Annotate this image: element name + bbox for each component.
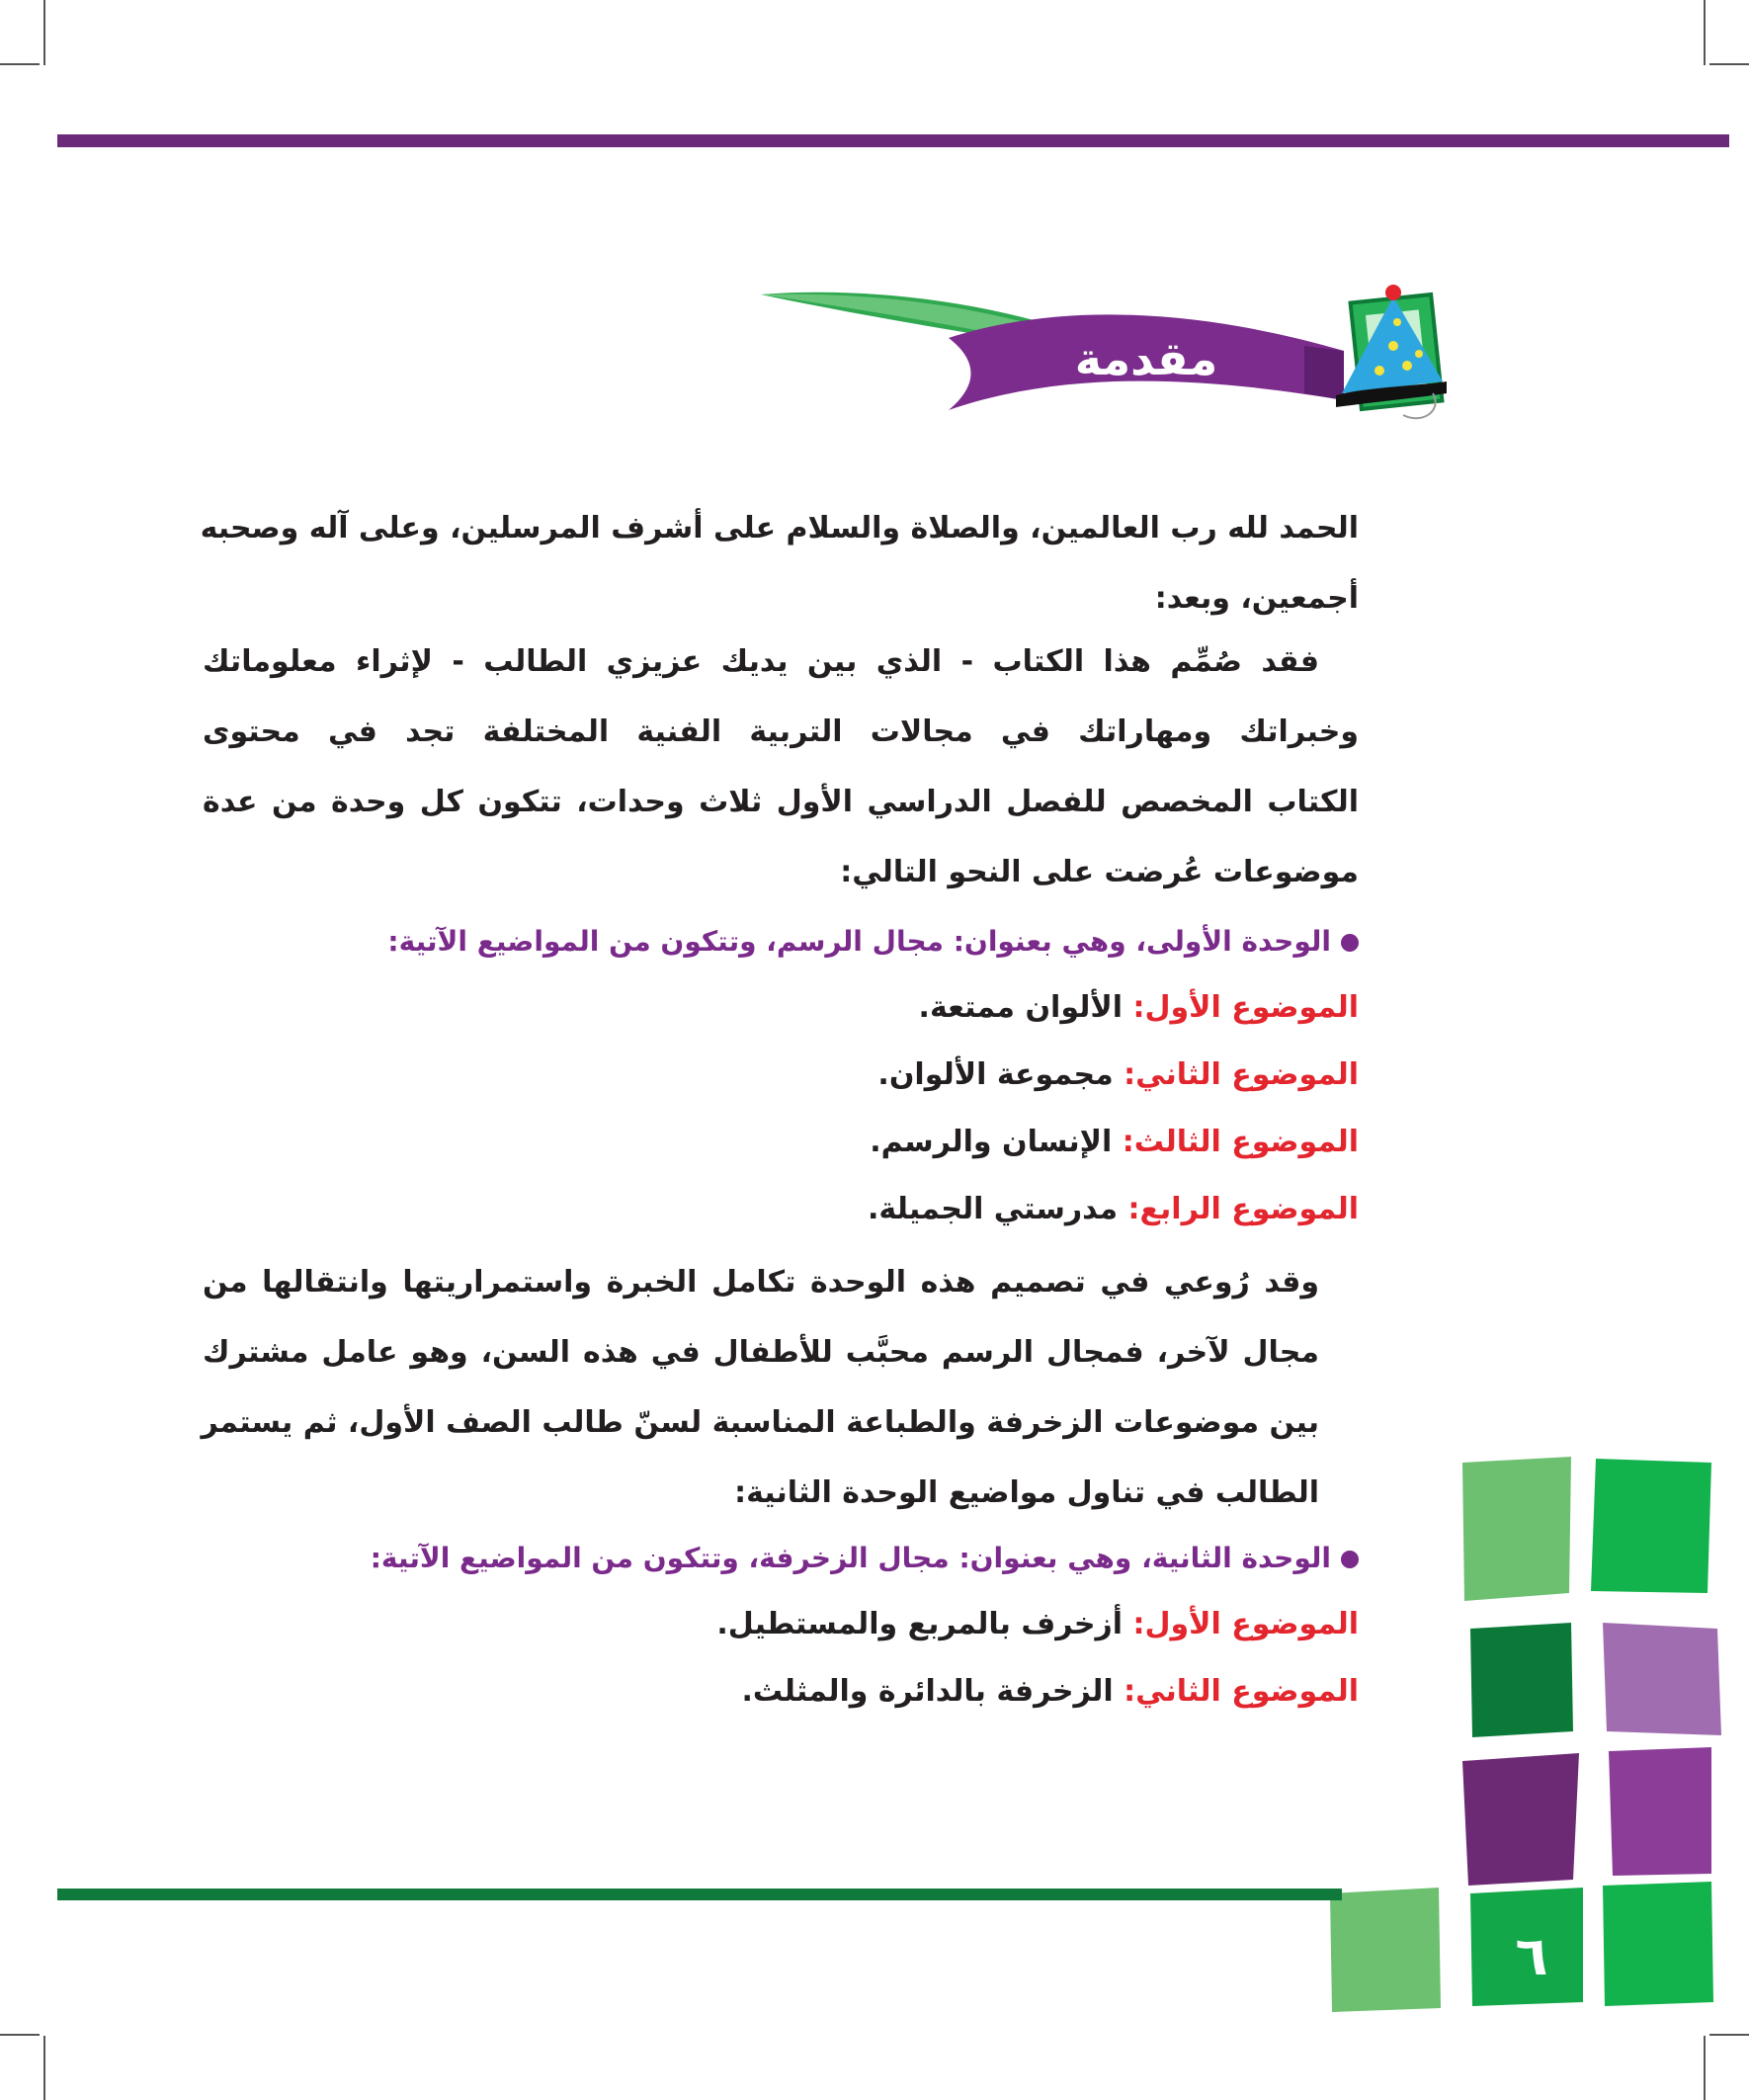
topic-text: الألوان ممتعة.	[918, 990, 1124, 1025]
purple-ribbon-shade	[1304, 346, 1344, 400]
topic-line	[203, 1180, 1359, 1239]
paragraph-line: الكتاب المخصص للفصل الدراسي الأول ثلاث وحدات، تتكون كل وحدة من عدة	[203, 785, 1359, 819]
crop-mark	[0, 2034, 40, 2036]
page-number: ٦	[1515, 1925, 1548, 1987]
paragraph-line: مجال لآخر، فمجال الرسم محبَّب للأطفال في هذه السن، وهو عامل مشترك	[203, 1335, 1319, 1370]
paragraph-line: الحمد لله رب العالمين، والصلاة والسلام على أشرف المرسلين، وعلى آله وصحبه	[200, 511, 1359, 546]
topic-label: الموضوع الرابع:	[1127, 1192, 1359, 1226]
topic-line	[203, 1046, 1359, 1105]
topic-label: الموضوع الثاني:	[1124, 1057, 1359, 1092]
topic-text: مدرستي الجميلة.	[868, 1192, 1119, 1226]
topic-label: الموضوع الأول:	[1132, 990, 1359, 1025]
unit-heading: الوحدة الثانية، وهي بعنوان: مجال الزخرفة، وتتكون من المواضيع الآتية:	[203, 1529, 1359, 1588]
topic-line	[203, 1595, 1359, 1654]
paragraph-line: موضوعات عُرضت على النحو التالي:	[840, 855, 1359, 889]
topic-line	[203, 1662, 1359, 1722]
crop-mark	[1709, 63, 1749, 65]
topic-text: مجموعة الألوان.	[877, 1057, 1114, 1092]
crop-mark	[0, 63, 40, 65]
crop-mark	[43, 0, 45, 65]
bullet-icon	[1341, 934, 1359, 952]
topic-text: الإنسان والرسم.	[870, 1125, 1113, 1159]
party-hat-frame-icon	[1336, 285, 1447, 418]
topic-text: الزخرفة بالدائرة والمثلث.	[741, 1674, 1114, 1709]
unit-heading: الوحدة الأولى، وهي بعنوان: مجال الرسم، وتتكون من المواضيع الآتية:	[203, 912, 1359, 971]
crop-mark	[43, 2036, 45, 2100]
topic-line	[203, 1113, 1359, 1172]
top-rule	[57, 134, 1729, 147]
topic-text: أزخرف بالمربع والمستطيل.	[716, 1607, 1124, 1641]
topic-line	[203, 978, 1359, 1038]
page-title: مقدمة الكتاب	[1074, 332, 1218, 445]
paragraph-line: الطالب في تناول مواضيع الوحدة الثانية:	[734, 1475, 1319, 1510]
paragraph-line: بين موضوعات الزخرفة والطباعة المناسبة لسنّ طالب الصف الأول، ثم يستمر	[201, 1405, 1319, 1440]
paragraph-line: فقد صُمِّم هذا الكتاب - الذي بين يديك عزيزي الطالب - لإثراء معلوماتك	[203, 644, 1319, 679]
bottom-rule	[57, 1889, 1342, 1900]
crop-mark	[1704, 0, 1706, 65]
paragraph-line: وخبراتك ومهاراتك في مجالات التربية الفنية المختلفة تجد في محتوى	[203, 714, 1359, 749]
paragraph-line: أجمعين، وبعد:	[1154, 581, 1359, 616]
topic-label: الموضوع الأول:	[1132, 1607, 1359, 1641]
paragraph-line: وقد رُوعي في تصميم هذه الوحدة تكامل الخبرة واستمراريتها وانتقالها من	[203, 1265, 1319, 1300]
topic-label: الموضوع الثالث:	[1122, 1125, 1359, 1159]
topic-label: الموضوع الثاني:	[1124, 1674, 1359, 1709]
